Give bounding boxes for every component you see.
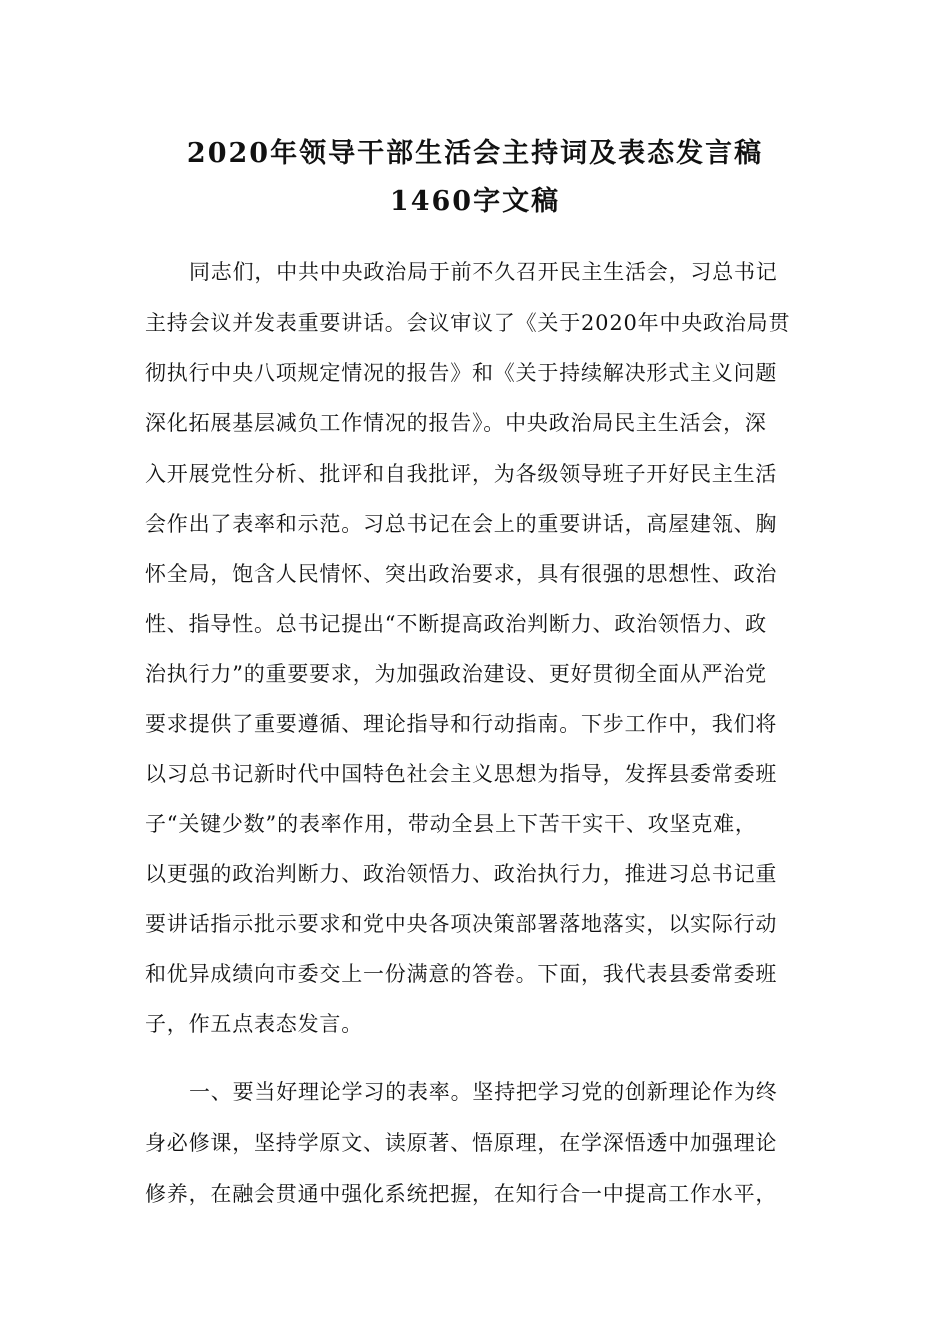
paragraph-1-line: 以习总书记新时代中国特色社会主义思想为指导，发挥县委常委班 [145,762,778,786]
paragraph-1-line: 会作出了表率和示范。习总书记在会上的重要讲话，高屋建瓴、胸 [145,512,778,536]
paragraph-1-line: 子“关键少数”的表率作用，带动全县上下苦干实干、攻坚克难， [145,812,757,836]
paragraph-1-line: 深化拓展基层减负工作情况的报告》。中央政治局民主生活会，深 [145,411,767,435]
paragraph-1-line: 以更强的政治判断力、政治领悟力、政治执行力，推进习总书记重 [145,862,778,886]
document-title-line-2: 1460字文稿 [389,186,561,217]
paragraph-1-line: 和优异成绩向市委交上一份满意的答卷。下面，我代表县委常委班 [145,962,778,986]
paragraph-1-line: 彻执行中央八项规定情况的报告》和《关于持续解决形式主义问题 [145,361,778,385]
document-title-line-1: 2020年领导干部生活会主持词及表态发言稿 [186,138,764,169]
paragraph-2-line: 一、要当好理论学习的表率。坚持把学习党的创新理论作为终 [189,1080,778,1104]
paragraph-2-line: 身必修课，坚持学原文、读原著、悟原理，在学深悟透中加强理论 [145,1131,778,1155]
paragraph-1-line: 入开展党性分析、批评和自我批评，为各级领导班子开好民主生活 [145,462,778,486]
paragraph-1-line: 同志们，中共中央政治局于前不久召开民主生活会，习总书记 [189,260,778,284]
paragraph-1-line: 要求提供了重要遵循、理论指导和行动指南。下步工作中，我们将 [145,712,778,736]
paragraph-2-line: 修养，在融会贯通中强化系统把握，在知行合一中提高工作水平， [145,1182,778,1206]
paragraph-1-line: 治执行力”的重要要求，为加强政治建设、更好贯彻全面从严治党 [145,662,767,686]
paragraph-1-line: 要讲话指示批示要求和党中央各项决策部署落地落实，以实际行动 [145,912,778,936]
paragraph-1-line: 怀全局，饱含人民情怀、突出政治要求，具有很强的思想性、政治 [145,562,778,586]
paragraph-1-line: 主持会议并发表重要讲话。会议审议了《关于2020年中央政治局贯 [145,311,791,335]
paragraph-1-line: 性、指导性。总书记提出“不断提高政治判断力、政治领悟力、政 [145,612,767,636]
paragraph-1-line: 子，作五点表态发言。 [145,1012,363,1036]
